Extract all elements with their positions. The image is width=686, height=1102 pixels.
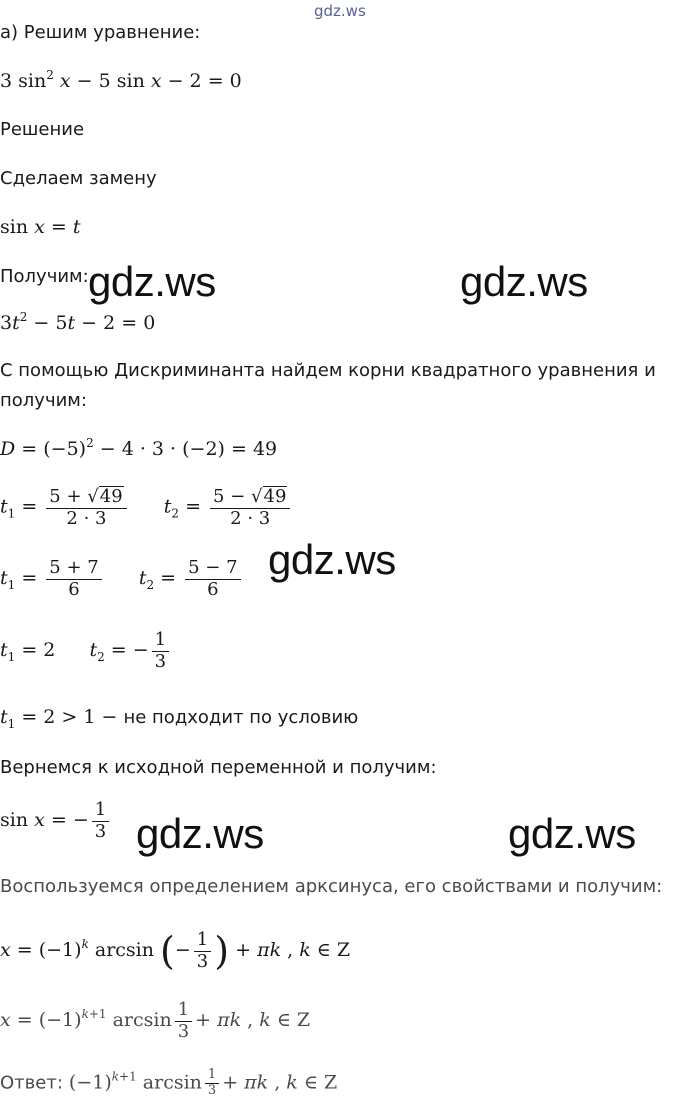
fraction: $\frac{1}{3}$ bbox=[194, 930, 211, 972]
discriminant-formula: $D = (-5)^2 - 4 \cdot 3 \cdot (-2) = 49$ bbox=[0, 436, 278, 460]
equation-main: 3 $\sin^2 x - 5$ sin x − 2 = 0 bbox=[0, 68, 242, 92]
fraction: $\frac{5 - 7}{6}$ bbox=[185, 558, 240, 600]
fraction: $\frac{1}{3}$ bbox=[205, 1068, 219, 1099]
watermark-5: gdz.ws bbox=[508, 810, 636, 857]
fraction: $\frac{5 + 7}{6}$ bbox=[46, 558, 101, 600]
fraction: $\frac{1}{3}$ bbox=[92, 800, 109, 842]
arcsin-props-text: Воспользуемся определением арксинуса, его свойствами и получим: bbox=[0, 876, 663, 897]
fraction: $\frac{1}{3}$ bbox=[175, 1000, 192, 1042]
get-label: Получим: bbox=[0, 266, 89, 287]
roots-sqrt: $t_1$ = 5 + √ 49 2 · 3 $t_2$ = 5 − √ 49 2 · 3 bbox=[0, 486, 293, 529]
discriminant-text-1: С помощью Дискриминанта найдем корни квадратного уравнения и bbox=[0, 360, 656, 381]
solution-label: Решение bbox=[0, 119, 85, 140]
watermark-4: gdz.ws bbox=[136, 810, 264, 857]
watermark-top[interactable]: gdz.ws bbox=[314, 2, 366, 20]
fraction: 5 − √ 49 2 · 3 bbox=[210, 486, 290, 529]
answer-line: Ответ: $(-1)^{k+1}$ arcsin $\frac{1}{3}$ + πk , k ∈ Z bbox=[0, 1067, 338, 1098]
watermark-2: gdz.ws bbox=[460, 258, 588, 305]
solution-formula-1: $x = (-1)^k$ arcsin (− $\frac{1}{3}$ ) + πk , k ∈ Z bbox=[0, 929, 351, 974]
discriminant-text-2: получим: bbox=[0, 390, 87, 411]
return-var-text: Вернемся к исходной переменной и получим: bbox=[0, 757, 437, 778]
quadratic-equation: $3t^2 - 5t - 2 = 0$ bbox=[0, 310, 156, 334]
roots-values: $t_1 = 2$ $t_2$ = − $\frac{1}{3}$ bbox=[0, 630, 172, 672]
fraction: 5 + √ 49 2 · 3 bbox=[46, 486, 126, 529]
heading-text: а) Решим уравнение: bbox=[0, 22, 201, 43]
substitution-formula: sin x = t bbox=[0, 216, 81, 238]
roots-simplified: $t_1$ = $\frac{5 + 7}{6}$ $t_2$ = $\frac{5 - 7}{6}$ bbox=[0, 558, 244, 600]
root-check: $t_1 = 2 > 1$ − не подходит по условию bbox=[0, 706, 359, 731]
solution-formula-2: $x = (-1)^{k+1}$ arcsin $\frac{1}{3}$ + πk , k ∈ Z bbox=[0, 999, 311, 1042]
watermark-3: gdz.ws bbox=[268, 536, 396, 583]
substitution-label: Сделаем замену bbox=[0, 168, 157, 189]
root-check-text: не подходит по условию bbox=[123, 707, 359, 728]
fraction: $\frac{1}{3}$ bbox=[152, 630, 169, 672]
sin-result: sin x = − $\frac{1}{3}$ bbox=[0, 800, 112, 842]
watermark-1: gdz.ws bbox=[88, 258, 216, 305]
answer-label: Ответ: bbox=[0, 1072, 63, 1094]
